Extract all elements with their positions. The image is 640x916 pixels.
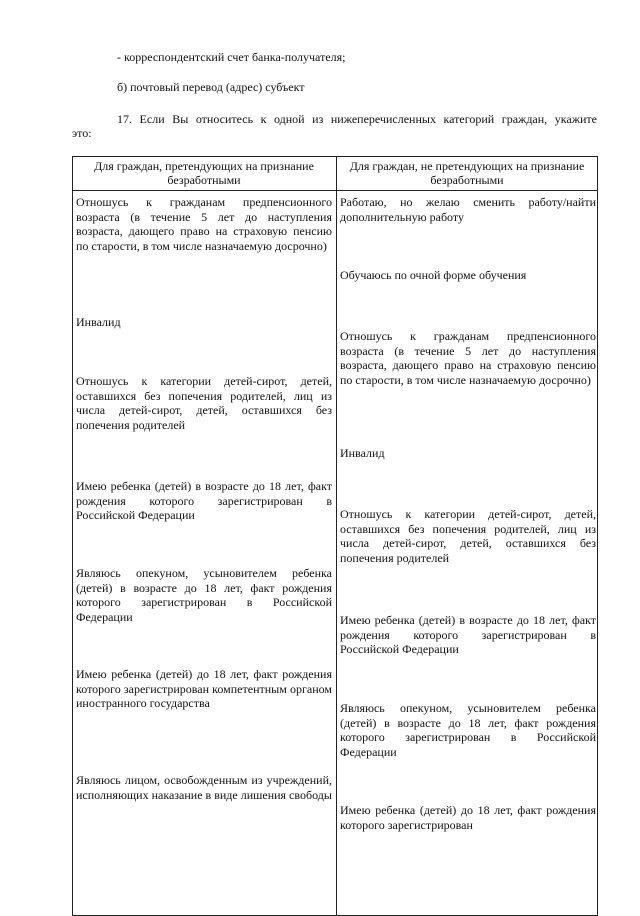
right-item-child-foreign: Имею ребенка (детей) до 18 лет, факт рождения которого зарегистрирован — [340, 803, 596, 832]
account-line: - корреспондентский счет банка-получателя; — [117, 50, 346, 64]
right-item-change-job: Работаю, но желаю сменить работу/найти дополнительную работу — [340, 195, 596, 224]
left-item-preretirement: Отношусь к гражданам предпенсионного возраста (в течение 5 лет до наступления возраста, дающего право на страховую пенсию по старости, в том числе назначаемую досрочно) — [76, 195, 332, 253]
left-item-child-rf: Имею ребенка (детей) в возрасте до 18 лет, факт рождения которого зарегистрирован в Российской Федерации — [76, 479, 332, 522]
header-divider — [73, 190, 597, 191]
column-divider — [336, 157, 337, 915]
left-item-orphans: Отношусь к категории детей-сирот, детей, оставшихся без попечения родителей, лиц из числа детей-сирот, детей, оставшихся без попечения родителей — [76, 374, 332, 432]
right-item-preretirement: Отношусь к гражданам предпенсионного возраста (в течение 5 лет до наступления возраста, дающего право на страховую пенсию по старости, в том числе назначаемую досрочно) — [340, 329, 596, 387]
header-claiming-unemployed: Для граждан, претендующих на признание безработными — [94, 159, 314, 187]
left-item-child-foreign: Имею ребенка (детей) до 18 лет, факт рождения которого зарегистрирован компетентным органом иностранного государства — [76, 667, 332, 710]
header-not-claiming-unemployed: Для граждан, не претендующих на признание безработными — [349, 159, 585, 187]
question-17-line-2: это: — [72, 126, 92, 140]
right-item-full-time-study: Обучаюсь по очной форме обучения — [340, 268, 527, 282]
postal-transfer-line: б) почтовый перевод (адрес) субъект — [117, 80, 305, 94]
right-item-child-rf: Имею ребенка (детей) в возрасте до 18 лет, факт рождения которого зарегистрирован в Российской Федерации — [340, 613, 596, 656]
right-item-guardian-rf: Являюсь опекуном, усыновителем ребенка (детей) в возрасте до 18 лет, факт рождения которого зарегистрирован в Российской Федерации — [340, 701, 596, 759]
left-item-disabled: Инвалид — [76, 315, 121, 329]
left-item-released-prisoner: Являюсь лицом, освобожденным из учреждений, исполняющих наказание в виде лишения свободы — [76, 773, 332, 802]
categories-table — [72, 156, 598, 916]
question-17-line-1: 17. Если Вы относитесь к одной из нижеперечисленных категорий граждан, укажите — [117, 112, 597, 126]
right-item-disabled: Инвалид — [340, 446, 385, 460]
left-item-guardian-rf: Являюсь опекуном, усыновителем ребенка (детей) в возрасте до 18 лет, факт рождения которого зарегистрирован в Российской Федерации — [76, 566, 332, 624]
right-item-orphans: Отношусь к категории детей-сирот, детей, оставшихся без попечения родителей, лиц из числа детей-сирот, детей, оставшихся без попечения родителей — [340, 507, 596, 565]
